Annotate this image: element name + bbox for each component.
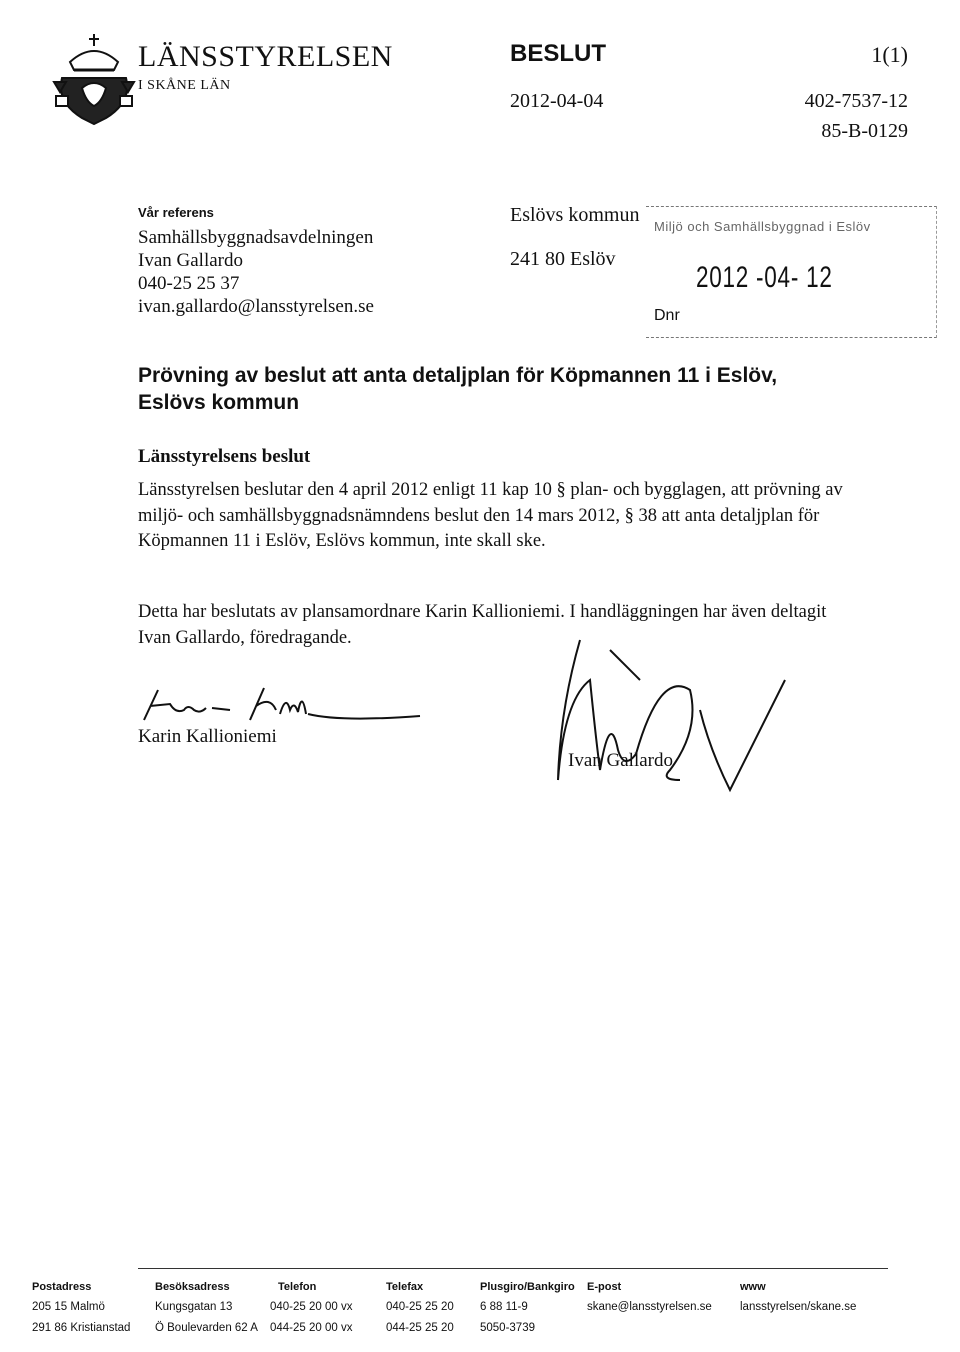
stamp-office: Miljö och Samhällsbyggnad i Eslöv [654, 219, 871, 234]
footer-value: 044-25 25 20 [386, 1322, 454, 1334]
org-subname: I SKÅNE LÄN [138, 78, 231, 93]
org-name: LÄNSSTYRELSEN [138, 40, 393, 73]
footer-value: 040-25 25 20 [386, 1301, 454, 1313]
footer-header-email: E-post [587, 1281, 622, 1293]
reference-email: ivan.gallardo@lansstyrelsen.se [138, 296, 374, 317]
reference-block [138, 226, 374, 318]
reference-line: Ivan Gallardo [138, 250, 243, 271]
footer-value: 6 88 11-9 [480, 1301, 528, 1313]
footer-value: Kungsgatan 13 [155, 1301, 233, 1313]
reference-label: Vår referens [138, 205, 214, 220]
section-title: Länsstyrelsens beslut [138, 446, 311, 467]
recipient-name: Eslövs kommun [510, 204, 640, 226]
footer-header-visit: Besöksadress [155, 1281, 230, 1293]
stamp-date: 2012 -04- 12 [696, 261, 833, 294]
signatories-paragraph: Detta har beslutats av plansamordnare Karin Kallioniemi. I handläggningen har även deltagit Ivan Gallardo, föredragande. [138, 602, 827, 648]
page-title: Prövning av beslut att anta detaljplan för Köpmannen 11 i Eslöv, Eslövs kommun [138, 364, 778, 414]
signature-ivan [540, 630, 790, 800]
document-date: 2012-04-04 [510, 90, 604, 112]
page-number: 1(1) [871, 42, 908, 67]
footer-email-link[interactable]: skane@lansstyrelsen.se [587, 1301, 712, 1313]
footer-value: 205 15 Malmö [32, 1301, 105, 1313]
footer-value: Ö Boulevarden 62 A [155, 1322, 258, 1334]
recipient-address: 241 80 Eslöv [510, 248, 616, 270]
footer-header-fax: Telefax [386, 1281, 424, 1293]
decision-paragraph: Länsstyrelsen beslutar den 4 april 2012 enligt 11 kap 10 § plan- och bygglagen, att prövning av miljö- och samhällsbyggnadsnämndens beslut den 14 mars 2012, § 38 att anta detaljplan för Köpmannen 11 i Eslöv, Eslövs kommun, inte skall ske. [138, 480, 843, 551]
reference-number-2: 85-B-0129 [821, 120, 908, 142]
signature-name-karin: Karin Kallioniemi [138, 726, 277, 747]
footer-divider [138, 1268, 888, 1269]
stamp-dnr-label: Dnr [654, 307, 680, 324]
footer-value: 291 86 Kristianstad [32, 1322, 131, 1334]
footer-value: 044-25 20 00 vx [270, 1322, 353, 1334]
signature-name-ivan: Ivan Gallardo [568, 750, 673, 771]
received-stamp [646, 206, 937, 338]
footer-header-giro: Plusgiro/Bankgiro [480, 1281, 575, 1293]
coat-of-arms-logo [52, 32, 136, 128]
footer-value: 5050-3739 [480, 1322, 535, 1334]
document-type: BESLUT [510, 40, 606, 67]
reference-line: 040-25 25 37 [138, 273, 240, 294]
footer-header-phone: Telefon [278, 1281, 317, 1293]
footer-value: 040-25 20 00 vx [270, 1301, 353, 1313]
footer-header-postal: Postadress [32, 1281, 92, 1293]
footer-web-link[interactable]: lansstyrelsen/skane.se [740, 1301, 857, 1313]
reference-number-1: 402-7537-12 [804, 90, 908, 112]
footer-header-web: www [740, 1281, 766, 1293]
reference-line: Samhällsbyggnadsavdelningen [138, 227, 374, 248]
